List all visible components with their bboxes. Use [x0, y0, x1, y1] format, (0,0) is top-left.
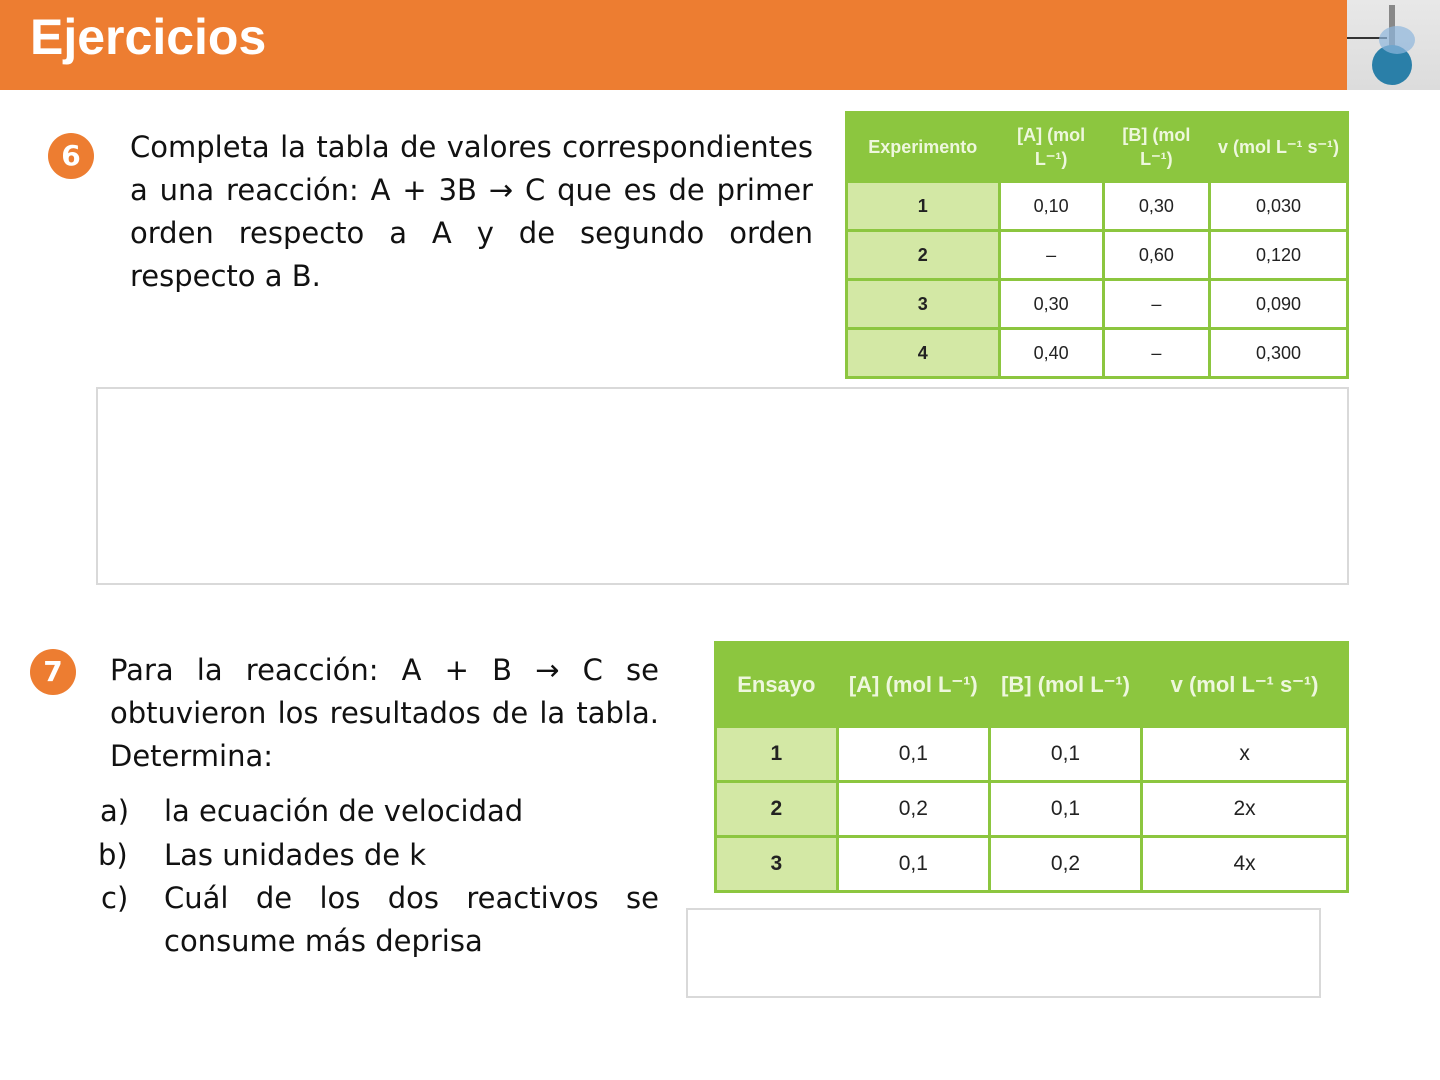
exercise-6-table [845, 111, 1349, 379]
table-cell: 3 [847, 280, 1000, 329]
item-c-text: Cuál de los dos reactivos se consume más deprisa [164, 881, 659, 958]
table-cell: 0,30 [999, 280, 1103, 329]
table-cell: 0,030 [1210, 182, 1348, 231]
item-b-text: Las unidades de k [164, 838, 427, 872]
table-cell: x [1142, 727, 1348, 782]
table-cell: 3 [716, 837, 838, 892]
exercise-7-number: 7 [30, 649, 76, 695]
table-row [716, 782, 1348, 837]
table-cell: 0,120 [1210, 231, 1348, 280]
table-cell: 0,090 [1210, 280, 1348, 329]
item-a-label: a) [100, 794, 130, 828]
header-cell: [A] (mol L⁻¹) [999, 113, 1103, 182]
table-cell: – [1103, 329, 1209, 378]
table-cell: 0,1 [989, 727, 1141, 782]
table-row [716, 727, 1348, 782]
table-row [847, 329, 1348, 378]
flask-photo [1347, 0, 1440, 90]
table-cell: 0,300 [1210, 329, 1348, 378]
header-cell: [B] (mol L⁻¹) [989, 643, 1141, 727]
table-cell: 1 [847, 182, 1000, 231]
table-row [847, 280, 1348, 329]
table-row [847, 231, 1348, 280]
table-cell: 0,60 [1103, 231, 1209, 280]
answer-box-6[interactable] [96, 387, 1349, 585]
exercise-7-table [714, 641, 1349, 893]
table-cell: 0,1 [837, 727, 989, 782]
table-cell: – [1103, 280, 1209, 329]
header-cell: Ensayo [716, 643, 838, 727]
header-cell: v (mol L⁻¹ s⁻¹) [1142, 643, 1348, 727]
table-cell: 2 [847, 231, 1000, 280]
header-cell: Experimento [847, 113, 1000, 182]
header-cell: v (mol L⁻¹ s⁻¹) [1210, 113, 1348, 182]
item-a-text: la ecuación de velocidad [164, 794, 524, 828]
exercise-6-text: Completa la tabla de valores correspondientes a una reacción: A + 3B → C que es de primer orden respecto a A y de segundo orden respecto a B. [130, 130, 813, 293]
table-cell: 4 [847, 329, 1000, 378]
table-cell: 4x [1142, 837, 1348, 892]
item-b-label: b) [98, 838, 128, 872]
item-c-label: c) [101, 881, 129, 915]
table-cell: 2 [716, 782, 838, 837]
exercise-7-text: Para la reacción: A + B → C se obtuvieron los resultados de la tabla. Determina: [110, 653, 659, 773]
table-cell: 2x [1142, 782, 1348, 837]
answer-box-7[interactable] [686, 908, 1321, 998]
header-cell: [A] (mol L⁻¹) [837, 643, 989, 727]
table-row [716, 837, 1348, 892]
header-cell: [B] (mol L⁻¹) [1103, 113, 1209, 182]
table-cell: 0,40 [999, 329, 1103, 378]
table-cell: 1 [716, 727, 838, 782]
table-cell: 0,10 [999, 182, 1103, 231]
header-bar [0, 0, 1347, 90]
table-cell: 0,2 [989, 837, 1141, 892]
exercise-6-number: 6 [48, 133, 94, 179]
table-cell: 0,2 [837, 782, 989, 837]
table-cell: 0,1 [837, 837, 989, 892]
table-cell: 0,30 [1103, 182, 1209, 231]
page-title: Ejercicios [30, 9, 267, 65]
table-cell: – [999, 231, 1103, 280]
table-cell: 0,1 [989, 782, 1141, 837]
table-row [847, 182, 1348, 231]
